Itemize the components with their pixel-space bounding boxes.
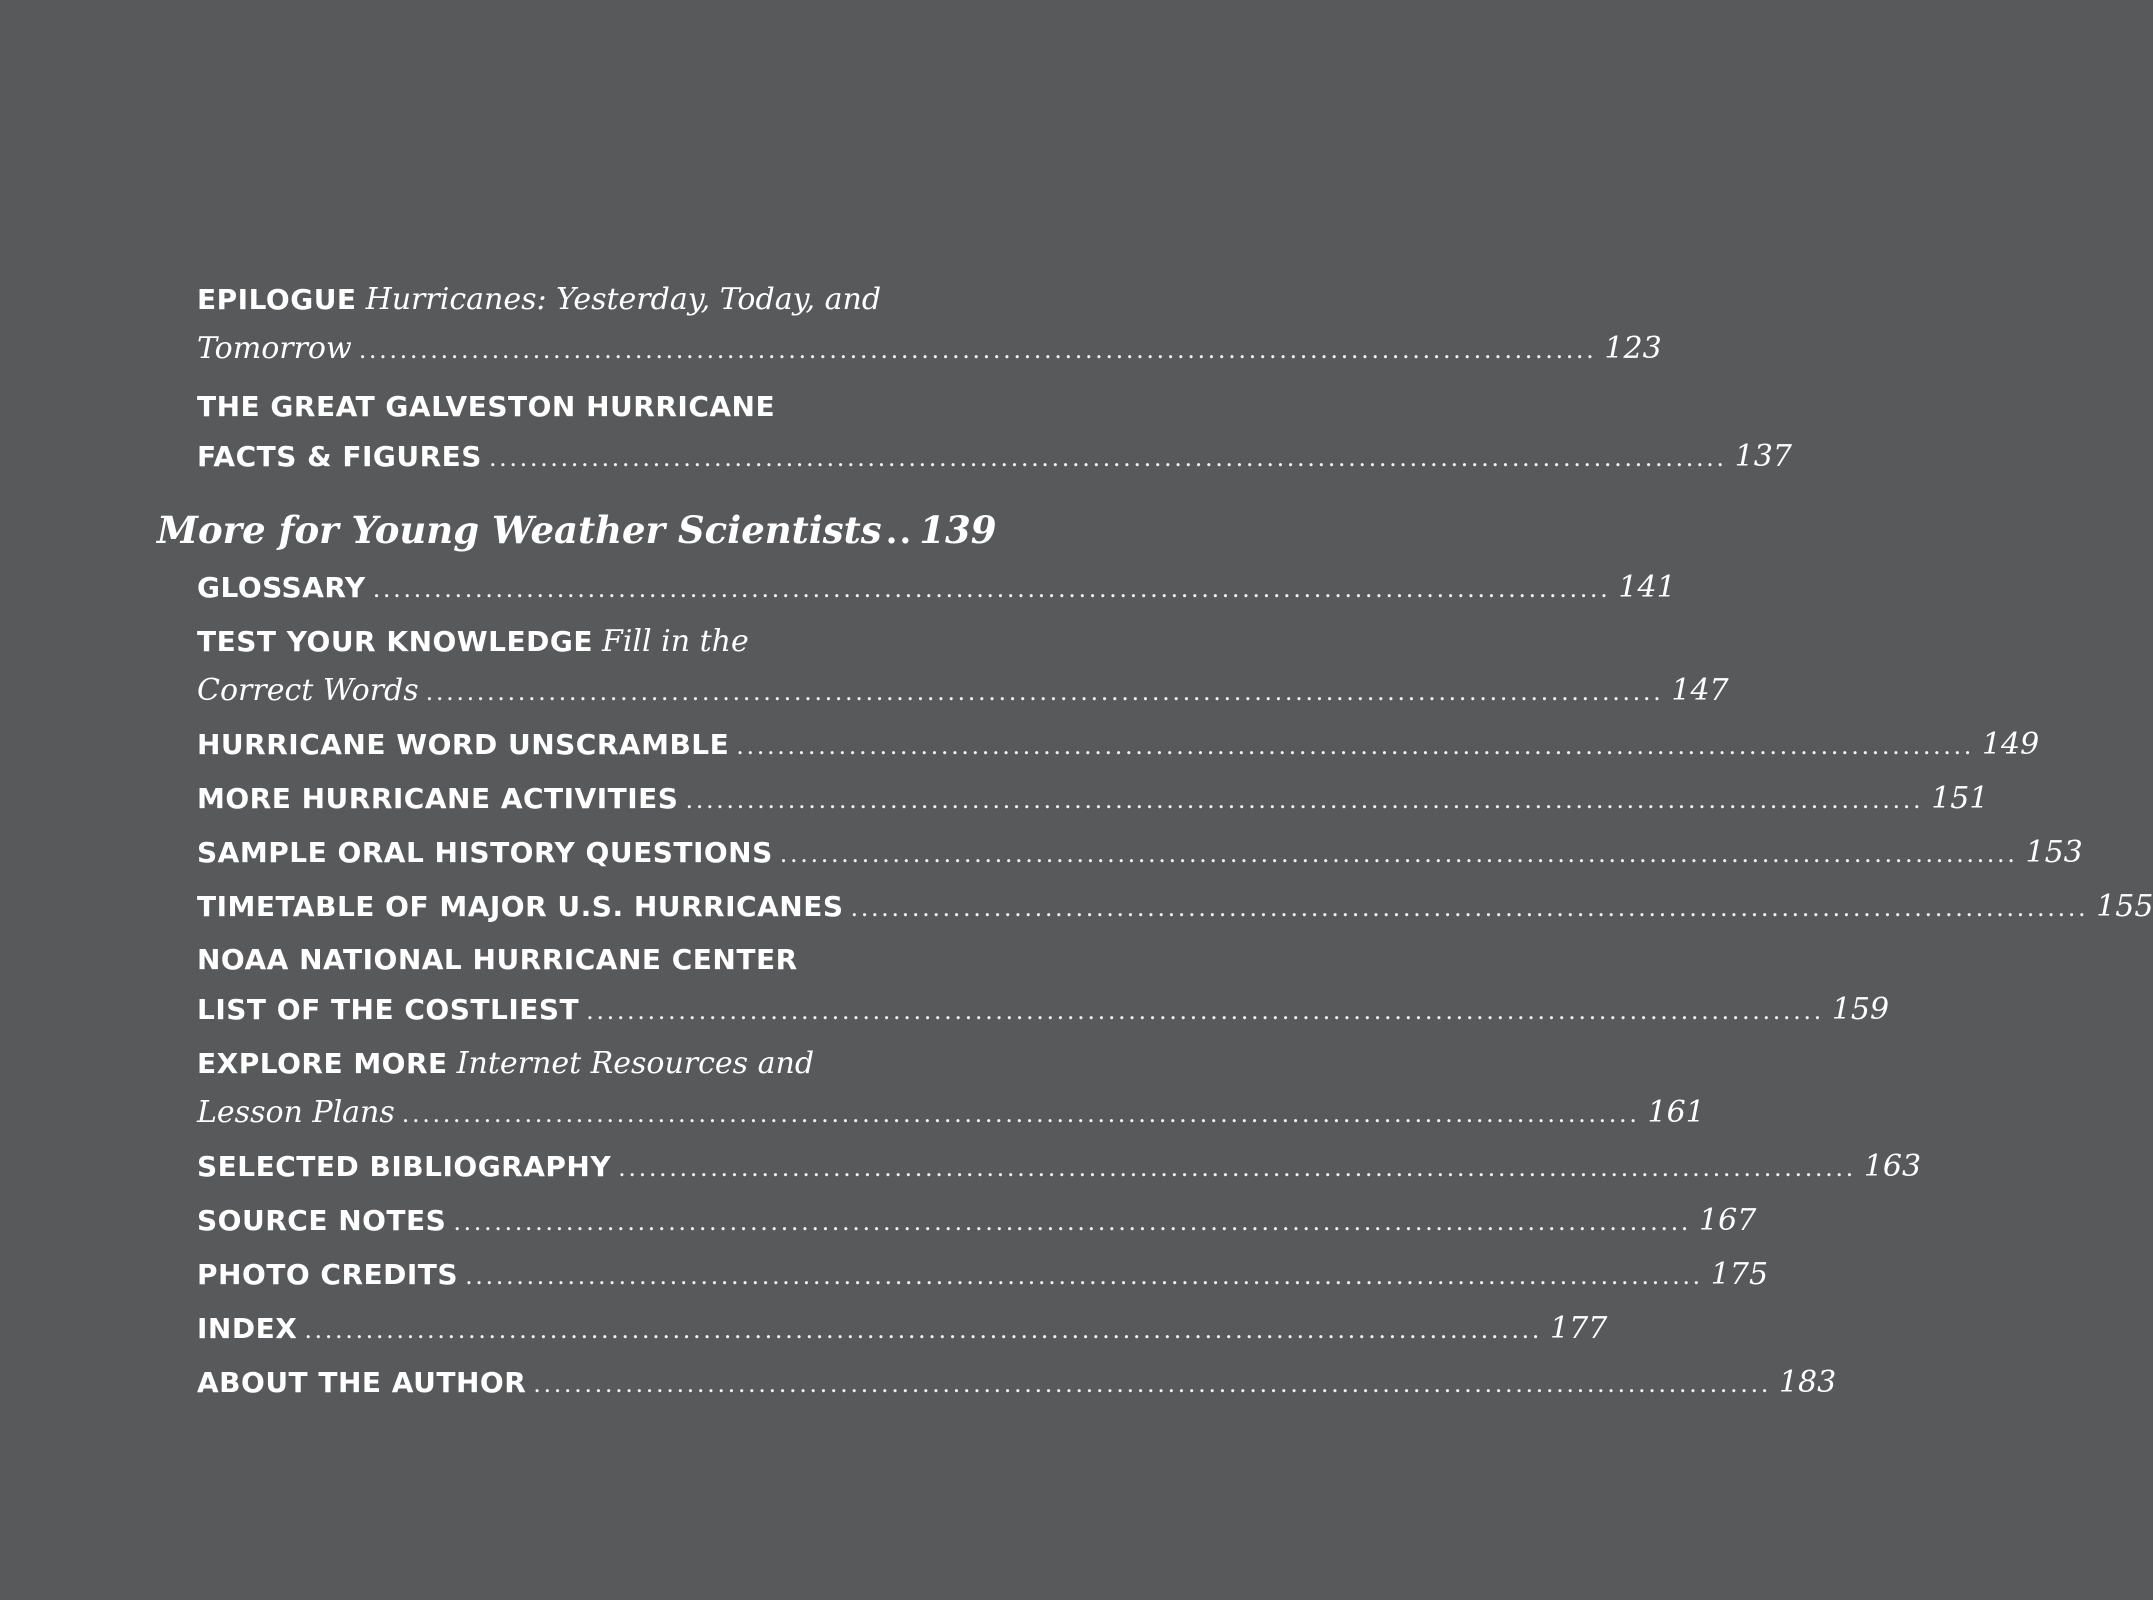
toc-entry-subtitle: Correct Words xyxy=(197,673,419,708)
toc-page-number: 141 xyxy=(1618,570,1676,605)
toc-entry-bibliography[interactable] xyxy=(197,1149,1922,1184)
toc-entry-title: TIMETABLE OF MAJOR U.S. HURRICANES xyxy=(197,890,844,923)
dot-leader xyxy=(489,444,1727,472)
dot-leader xyxy=(780,840,2018,868)
toc-entry-explore-more[interactable] xyxy=(197,1046,955,1081)
toc-entry-subtitle: Tomorrow xyxy=(197,331,352,366)
toc-entry-epilogue[interactable] xyxy=(197,282,955,317)
toc-page-number: 123 xyxy=(1604,331,1662,366)
dot-leader xyxy=(736,732,1974,760)
toc-entry-epilogue-continuation[interactable] xyxy=(197,331,1662,366)
toc-page-number: 149 xyxy=(1981,727,2040,762)
dot-leader xyxy=(453,1208,1691,1236)
toc-page-number: 139 xyxy=(919,508,997,552)
dot-leader xyxy=(465,1262,1703,1290)
dot-leader xyxy=(304,1316,1542,1344)
toc-page-number: 137 xyxy=(1734,439,1792,474)
toc-entry-title: SOURCE NOTES xyxy=(197,1204,447,1237)
toc-entry-title: ABOUT THE AUTHOR xyxy=(197,1366,527,1399)
toc-entry-title: PHOTO CREDITS xyxy=(197,1258,459,1291)
toc-entry-noaa[interactable] xyxy=(197,943,955,976)
toc-entry-title: INDEX xyxy=(197,1312,298,1345)
toc-entry-test-your-knowledge-continuation[interactable] xyxy=(197,673,1729,708)
toc-page-number: 155 xyxy=(2096,889,2153,924)
toc-entry-title: MORE HURRICANE ACTIVITIES xyxy=(197,782,679,815)
toc-entry-title: EPILOGUE xyxy=(197,283,357,316)
toc-entry-hurricane-activities[interactable] xyxy=(197,781,1989,816)
toc-entry-photo-credits[interactable] xyxy=(197,1257,1769,1292)
toc-page-number: 147 xyxy=(1671,673,1729,708)
toc-page-number: 159 xyxy=(1831,992,1890,1027)
toc-page-number: 175 xyxy=(1710,1257,1769,1292)
toc-entry-test-your-knowledge[interactable] xyxy=(197,624,955,659)
toc-entry-glossary[interactable] xyxy=(197,570,1676,605)
toc-entry-title: TEST YOUR KNOWLEDGE xyxy=(197,625,594,658)
toc-page-number: 161 xyxy=(1647,1095,1705,1130)
toc-entry-subtitle: Lesson Plans xyxy=(197,1095,395,1130)
toc-entry-galveston-continuation[interactable] xyxy=(197,439,1792,474)
toc-entry-index[interactable] xyxy=(197,1311,1608,1346)
dot-leader xyxy=(402,1100,1640,1128)
dot-leader xyxy=(359,336,1597,364)
toc-page-number: 167 xyxy=(1699,1203,1757,1238)
dot-leader: .. xyxy=(885,512,914,552)
toc-page-number: 151 xyxy=(1931,781,1989,816)
dot-leader xyxy=(586,997,1824,1025)
dot-leader xyxy=(373,575,1611,603)
dot-leader xyxy=(618,1154,1856,1182)
toc-section-heading[interactable] xyxy=(157,508,997,552)
toc-entry-source-notes[interactable] xyxy=(197,1203,1757,1238)
toc-entry-title: SAMPLE ORAL HISTORY QUESTIONS xyxy=(197,836,773,869)
toc-entry-title: SELECTED BIBLIOGRAPHY xyxy=(197,1150,612,1183)
toc-page-number: 177 xyxy=(1550,1311,1608,1346)
toc-entry-oral-history[interactable] xyxy=(197,835,2083,870)
toc-entry-title: EXPLORE MORE xyxy=(197,1047,448,1080)
toc-entry-subtitle: Internet Resources and xyxy=(456,1046,815,1081)
section-title: More for Young Weather Scientists xyxy=(157,508,882,552)
toc-entry-galveston[interactable] xyxy=(197,390,955,423)
toc-entry-title: NOAA NATIONAL HURRICANE CENTER xyxy=(197,943,798,976)
toc-entry-title: HURRICANE WORD UNSCRAMBLE xyxy=(197,728,730,761)
toc-page-number: 163 xyxy=(1863,1149,1922,1184)
toc-entry-timetable[interactable] xyxy=(197,889,2153,924)
dot-leader xyxy=(850,894,2088,922)
toc-entry-about-author[interactable] xyxy=(197,1365,1837,1400)
toc-page-number: 153 xyxy=(2025,835,2083,870)
toc-entry-subtitle: Fill in the xyxy=(602,624,749,659)
dot-leader xyxy=(533,1370,1771,1398)
toc-page-number: 183 xyxy=(1778,1365,1837,1400)
toc-entry-subtitle: Hurricanes: Yesterday, Today, and xyxy=(365,282,882,317)
toc-entry-word-unscramble[interactable] xyxy=(197,727,2040,762)
toc-entry-title: LIST OF THE COSTLIEST xyxy=(197,993,580,1026)
toc-entry-noaa-continuation[interactable] xyxy=(197,992,1890,1027)
toc-entry-title: THE GREAT GALVESTON HURRICANE xyxy=(197,390,776,423)
toc-entry-title: FACTS & FIGURES xyxy=(197,440,482,473)
dot-leader xyxy=(426,678,1664,706)
toc-entry-title: GLOSSARY xyxy=(197,571,366,604)
dot-leader xyxy=(685,786,1923,814)
toc-entry-explore-more-continuation[interactable] xyxy=(197,1095,1705,1130)
